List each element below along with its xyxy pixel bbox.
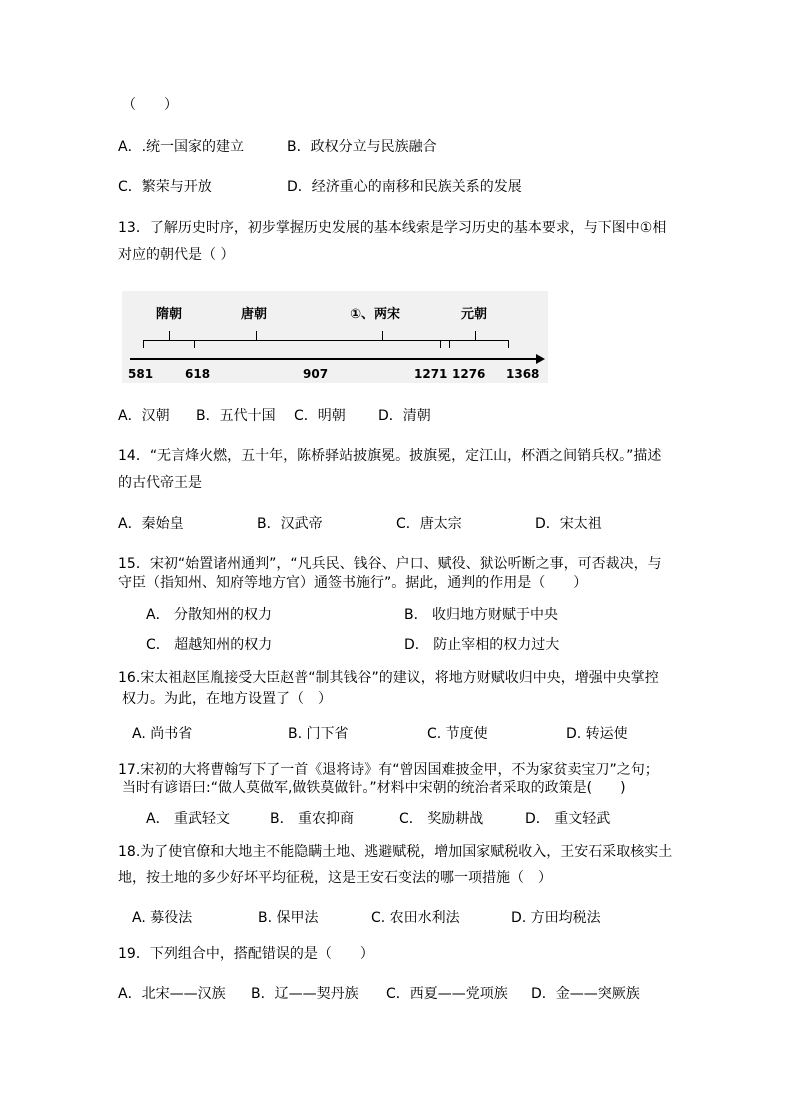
q18-option-d: D. 方田均税法	[511, 910, 601, 926]
q18-option-a: A. 募役法	[132, 910, 193, 926]
q13-option-a: A．汉朝	[118, 408, 170, 424]
q12-option-d: D．经济重心的南移和民族关系的发展	[287, 179, 522, 195]
timeline-axis	[130, 358, 540, 360]
timeline-label-tang: 唐朝	[241, 307, 268, 322]
q13-stem-line2: 对应的朝代是（ ）	[118, 247, 235, 263]
q18-option-b: B. 保甲法	[258, 910, 319, 926]
q16-option-b: B. 门下省	[288, 726, 349, 742]
timeline-tick-1276	[449, 340, 450, 348]
q19-option-b: B．辽——契丹族	[251, 986, 359, 1002]
timeline-tick-yuan	[475, 331, 476, 341]
q17-option-d: D． 重文轻武	[525, 811, 611, 827]
timeline-label-sui: 隋朝	[156, 307, 183, 322]
q16-stem-line2: 权力。为此，在地方设置了（ ）	[122, 691, 332, 707]
q13-option-b: B．五代十国	[196, 408, 276, 424]
q16-option-a: A. 尚书省	[132, 726, 193, 742]
q15-option-b: B． 收归地方财赋于中央	[404, 607, 559, 623]
q18-stem-line1: 18.为了使官僚和大地主不能隐瞒土地、逃避赋税，增加国家赋税收入，王安石采取核实土	[118, 844, 673, 860]
timeline-tick-sui	[169, 331, 170, 341]
q17-stem-line2: 当时有谚语曰:“做人莫做军,做铁莫做针。”材料中宋朝的统治者采取的政策是( )	[122, 780, 626, 796]
q18-stem-line2: 地，按土地的多少好坏平均征税，这是王安石变法的哪一项措施（ ）	[118, 870, 552, 886]
q14-option-c: C．唐太宗	[396, 516, 462, 532]
q16-option-c: C. 节度使	[427, 726, 488, 742]
q12-option-b: B．政权分立与民族融合	[287, 139, 437, 155]
timeline-year-1276: 1276	[452, 367, 486, 381]
q12-option-a: A．.统一国家的建立	[118, 139, 245, 155]
timeline-label-yuan: 元朝	[461, 307, 488, 322]
q16-stem-line1: 16.宋太祖赵匡胤接受大臣赵普“制其钱谷”的建议，将地方财赋收归中央，增强中央掌控	[118, 670, 659, 686]
q14-option-b: B．汉武帝	[257, 516, 323, 532]
q17-option-b: B． 重农抑商	[270, 811, 355, 827]
q17-stem-line1: 17.宋初的大将曹翰写下了一首《退将诗》有“曾因国难披金甲，不为家贫卖宝刀”之句；	[118, 762, 659, 778]
q19-option-c: C．西夏——党项族	[386, 986, 508, 1002]
timeline-tick-song	[382, 331, 383, 341]
q17-option-a: A． 重武轻文	[146, 811, 231, 827]
q12-option-c: C．繁荣与开放	[118, 179, 212, 195]
q19-stem: 19．下列组合中，搭配错误的是（ ）	[118, 946, 374, 962]
timeline-year-581: 581	[128, 367, 154, 381]
timeline-tick-618	[194, 340, 195, 348]
timeline-year-907: 907	[303, 367, 329, 381]
q19-option-d: D．金——突厥族	[531, 986, 640, 1002]
timeline-tick-581	[143, 340, 144, 348]
q18-option-c: C. 农田水利法	[371, 910, 460, 926]
q13-stem-line1: 13．了解历史时序，初步掌握历史发展的基本线索是学习历史的基本要求，与下图中①相	[118, 220, 667, 236]
timeline-tick-1368	[508, 340, 509, 348]
q15-option-d: D． 防止宰相的权力过大	[404, 637, 560, 653]
timeline-year-1271: 1271	[414, 367, 448, 381]
q12-stem-tail: （ ）	[122, 97, 178, 113]
q14-option-d: D．宋太祖	[535, 516, 602, 532]
timeline-period-bar	[143, 340, 508, 341]
timeline-tick-tang	[256, 331, 257, 341]
q13-option-c: C．明朝	[294, 408, 346, 424]
q14-stem-line2: 的古代帝王是	[118, 475, 202, 491]
q15-option-a: A． 分散知州的权力	[146, 607, 273, 623]
timeline-tick-1271	[440, 340, 441, 348]
q16-option-d: D. 转运使	[566, 726, 628, 742]
q19-option-a: A．北宋——汉族	[118, 986, 226, 1002]
timeline-year-618: 618	[185, 367, 211, 381]
dynasty-timeline	[122, 291, 548, 383]
timeline-arrow-icon	[536, 354, 545, 364]
q14-option-a: A．秦始皇	[118, 516, 184, 532]
q15-stem-line2: 守臣（指知州、知府等地方官）通签书施行”。据此，通判的作用是（ ）	[118, 575, 588, 591]
timeline-year-1368: 1368	[506, 367, 540, 381]
q14-stem-line1: 14．“无言烽火燃，五十年，陈桥驿站披旗冕。披旗冕，定江山，杯酒之间销兵权。”描述	[118, 448, 662, 464]
q15-stem-line1: 15．宋初“始置诸州通判”，“凡兵民、钱谷、户口、赋役、狱讼听断之事，可否裁决，与	[118, 556, 662, 572]
q17-option-c: C． 奖励耕战	[399, 811, 484, 827]
q15-option-c: C． 超越知州的权力	[146, 637, 273, 653]
q13-option-d: D．清朝	[378, 408, 431, 424]
timeline-label-song: ①、两宋	[350, 307, 401, 322]
